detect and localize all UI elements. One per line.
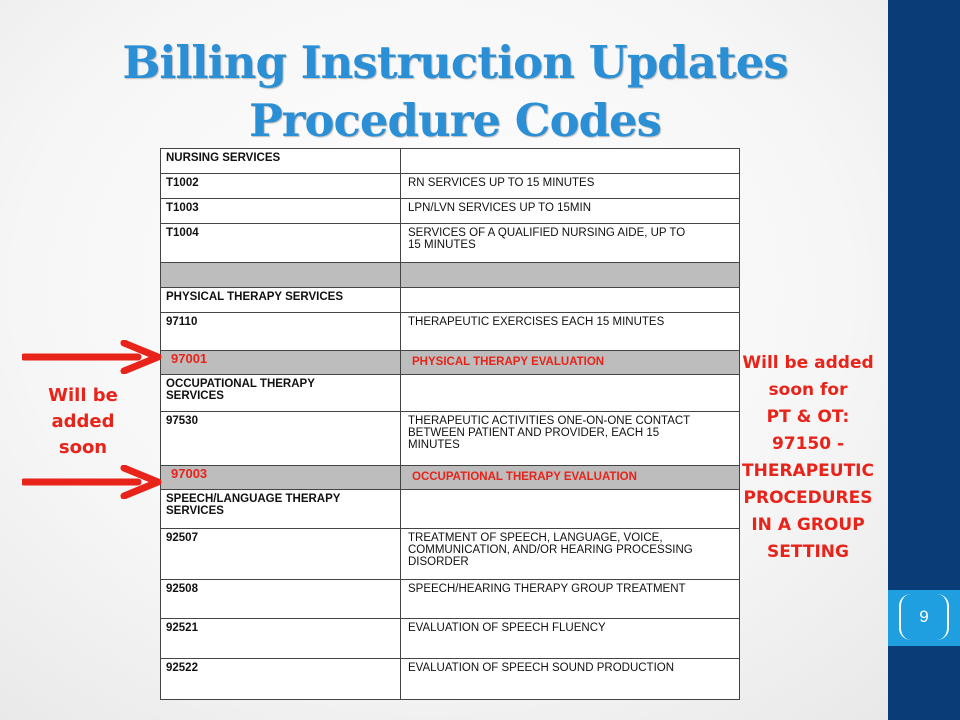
note-line: 97150 - — [771, 434, 845, 454]
code-line: SERVICES — [166, 390, 224, 402]
code-cell: T1002 — [161, 174, 401, 198]
table-row — [161, 490, 739, 529]
note-line: THERAPEUTIC — [742, 461, 874, 481]
code-cell — [161, 490, 401, 528]
desc-line: BETWEEN PATIENT AND PROVIDER, EACH 15 — [408, 427, 660, 439]
code-cell: T1003 — [161, 199, 401, 223]
red-arrow-icon — [22, 340, 162, 374]
code-cell: 92521 — [161, 619, 401, 658]
table-row — [161, 288, 739, 313]
table-row — [161, 412, 739, 466]
desc-cell-added: OCCUPATIONAL THERAPY EVALUATION — [412, 471, 637, 483]
desc-cell — [401, 288, 739, 312]
note-line: SETTING — [767, 542, 849, 562]
table-row — [161, 199, 739, 224]
desc-line: TREATMENT OF SPEECH, LANGUAGE, VOICE, — [408, 532, 663, 544]
desc-cell — [401, 149, 739, 173]
table-row — [161, 375, 739, 412]
table-row — [161, 174, 739, 199]
code-cell: 92507 — [161, 529, 401, 579]
table-row — [161, 149, 739, 174]
title-line-1: Billing Instruction Updates — [122, 36, 788, 89]
desc-cell: SPEECH/HEARING THERAPY GROUP TREATMENT — [408, 583, 686, 595]
desc-line: 15 MINUTES — [408, 239, 476, 251]
desc-cell: THERAPEUTIC EXERCISES EACH 15 MINUTES — [408, 316, 665, 328]
table-row — [161, 619, 739, 659]
code-cell — [161, 375, 401, 411]
code-cell: T1004 — [161, 224, 401, 262]
code-cell-added: 97001 — [161, 351, 401, 374]
table-row-spacer — [161, 263, 739, 288]
code-cell: PHYSICAL THERAPY SERVICES — [161, 288, 401, 312]
slide-title — [60, 34, 850, 150]
desc-cell — [401, 263, 739, 287]
desc-cell — [401, 375, 739, 411]
desc-cell — [401, 529, 739, 579]
desc-cell — [401, 412, 739, 465]
right-annotation — [730, 350, 886, 566]
procedure-code-table — [160, 148, 740, 700]
note-line: soon for — [768, 380, 848, 400]
page-number: 9 — [899, 594, 949, 640]
code-cell: 97530 — [161, 412, 401, 465]
table-row — [161, 313, 739, 351]
table-row — [161, 659, 739, 699]
table-row — [161, 224, 739, 263]
code-line: SPEECH/LANGUAGE THERAPY — [166, 493, 341, 505]
note-line: soon — [58, 437, 108, 458]
table-row — [161, 580, 739, 619]
desc-cell: LPN/LVN SERVICES UP TO 15MIN — [408, 202, 592, 214]
desc-line: COMMUNICATION, AND/OR HEARING PROCESSING — [408, 544, 693, 556]
desc-line: MINUTES — [408, 439, 460, 451]
desc-cell-added: PHYSICAL THERAPY EVALUATION — [412, 356, 605, 368]
desc-cell — [401, 224, 739, 262]
desc-line: THERAPEUTIC ACTIVITIES ONE-ON-ONE CONTACT — [408, 415, 691, 427]
code-cell-added: 97003 — [161, 466, 401, 489]
desc-cell: EVALUATION OF SPEECH FLUENCY — [408, 622, 606, 634]
red-arrow-icon — [22, 465, 162, 499]
code-cell: 97110 — [161, 313, 401, 350]
note-line: PT & OT: — [766, 407, 850, 427]
code-cell: NURSING SERVICES — [161, 149, 401, 173]
title-line-2: Procedure Codes — [248, 94, 662, 147]
desc-line: SERVICES OF A QUALIFIED NURSING AIDE, UP TO — [408, 227, 686, 239]
desc-cell — [401, 490, 739, 528]
note-line: PROCEDURES — [743, 488, 873, 508]
code-cell: 92508 — [161, 580, 401, 618]
desc-cell: RN SERVICES UP TO 15 MINUTES — [408, 177, 595, 189]
code-cell — [161, 263, 401, 287]
table-row-added — [161, 351, 739, 375]
note-line: added — [51, 411, 115, 432]
note-line: Will be — [48, 385, 118, 406]
code-line: OCCUPATIONAL THERAPY — [166, 378, 315, 390]
page-number-box — [888, 590, 960, 646]
left-annotation — [28, 383, 138, 461]
table-row-added — [161, 466, 739, 490]
code-cell: 92522 — [161, 659, 401, 699]
desc-cell: EVALUATION OF SPEECH SOUND PRODUCTION — [408, 662, 675, 674]
note-line: Will be added — [742, 353, 874, 373]
desc-line: DISORDER — [408, 556, 469, 568]
table-row — [161, 529, 739, 580]
note-line: IN A GROUP — [751, 515, 865, 535]
code-line: SERVICES — [166, 505, 224, 517]
